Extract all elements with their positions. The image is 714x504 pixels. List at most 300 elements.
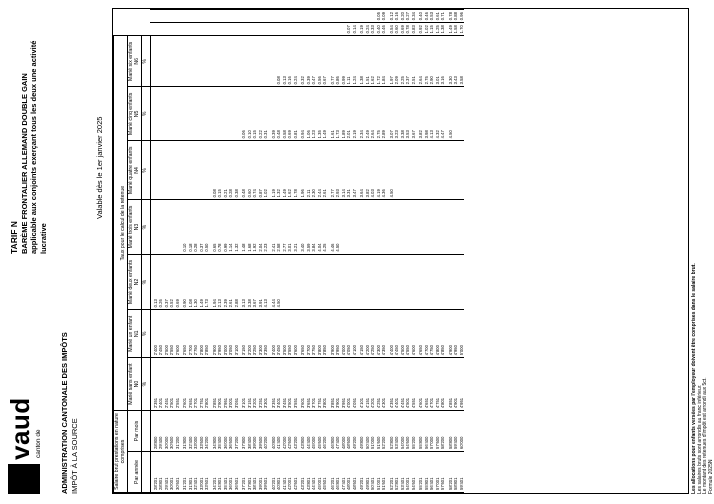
- table-cell: 1.32: [234, 200, 240, 254]
- table-cell: 0.54: [387, 23, 395, 36]
- table-cell: 42'600: [287, 411, 293, 452]
- table-cell: 43'200: [293, 411, 299, 452]
- table-cell: 36'601: [234, 452, 240, 493]
- table-cell: 0.31: [263, 87, 269, 141]
- table-row: [210, 10, 218, 493]
- table-cell: 42'601: [293, 452, 299, 493]
- table-cell: 51'601: [381, 452, 387, 493]
- table-cell: 3'550: [287, 310, 293, 358]
- table-cell: 0.67: [322, 36, 328, 87]
- tarif-subtitle: applicable aux conjoints exerçant tous les deux une activité lucrative: [29, 40, 48, 254]
- table-cell: 3'701: [311, 358, 317, 411]
- table-cell: 3'951: [341, 358, 347, 411]
- table-cell: 40'200: [263, 411, 269, 452]
- table-cell: 34'201: [210, 452, 218, 493]
- table-cell: 1.35: [317, 87, 323, 141]
- table-cell: 0.46: [424, 10, 430, 23]
- table-cell: 58'200: [440, 411, 446, 452]
- table-cell: 3'700: [306, 310, 312, 358]
- table-cell: 3'451: [282, 358, 288, 411]
- table-cell: [446, 200, 454, 254]
- table-cell: 4'801: [440, 358, 446, 411]
- table-cell: 2'351: [150, 358, 158, 411]
- table-cell: 1.62: [370, 36, 376, 87]
- table-cell: 0.21: [223, 141, 229, 200]
- table-cell: 4'550: [405, 310, 411, 358]
- table-cell: 3.84: [311, 200, 317, 254]
- table-cell: 0.15: [252, 87, 258, 141]
- table-cell: 3.38: [247, 254, 253, 310]
- table-cell: 1.24: [352, 36, 358, 87]
- table-cell: 31'200: [175, 411, 181, 452]
- table-cell: [328, 23, 336, 36]
- table-cell: 0.10: [180, 200, 188, 254]
- valid-from: Valable dès le 1er janvier 2025: [95, 116, 104, 219]
- table-cell: 0.96: [459, 10, 465, 23]
- table-cell: 4'700: [424, 310, 430, 358]
- table-cell: 3'400: [269, 310, 277, 358]
- table-row: [150, 10, 158, 493]
- col-header-n1: Marié un enfant N1: [128, 310, 142, 358]
- table-cell: 41'401: [282, 452, 288, 493]
- table-cell: 1.06: [306, 87, 312, 141]
- table-cell: 0.20: [400, 10, 406, 23]
- table-cell: 56'400: [424, 411, 430, 452]
- pct-unit: %: [142, 141, 151, 200]
- table-cell: 34'801: [217, 452, 223, 493]
- table-cell: 43'201: [298, 452, 306, 493]
- table-cell: 4'650: [416, 310, 424, 358]
- table-cell: [210, 87, 218, 141]
- table-cell: 1.72: [376, 36, 382, 87]
- table-cell: 1.92: [252, 200, 258, 254]
- table-cell: 4'450: [394, 310, 400, 358]
- table-cell: 2.61: [228, 254, 234, 310]
- table-cell: 4'201: [370, 358, 376, 411]
- rates-table: [113, 9, 464, 493]
- table-cell: 48'600: [346, 411, 352, 452]
- table-cell: 2'400: [150, 310, 158, 358]
- vaud-shield-icon: [8, 464, 40, 494]
- table-cell: [459, 87, 465, 141]
- table-cell: 3'501: [287, 358, 293, 411]
- table-cell: 0.48: [239, 141, 247, 200]
- table-cell: 3.47: [352, 141, 358, 200]
- table-cell: 1.61: [328, 87, 336, 141]
- table-cell: 0.99: [341, 36, 347, 87]
- table-cell: 2'401: [158, 358, 164, 411]
- table-cell: [239, 23, 247, 36]
- table-cell: 3'801: [322, 358, 328, 411]
- table-cell: [269, 10, 277, 23]
- table-cell: [298, 254, 306, 310]
- table-cell: 1.23: [311, 87, 317, 141]
- tarif-header: [10, 39, 48, 254]
- table-cell: 0.61: [435, 10, 441, 23]
- table-cell: 34'800: [210, 411, 218, 452]
- table-cell: 3'800: [317, 310, 323, 358]
- table-cell: 4'800: [435, 310, 441, 358]
- table-cell: 38'401: [252, 452, 258, 493]
- table-cell: 3'051: [234, 358, 240, 411]
- tarif-title: BARÈME FRONTALIER ALLEMAND DOUBLE GAIN: [19, 73, 29, 254]
- table-cell: 51'600: [376, 411, 382, 452]
- table-cell: 2.44: [317, 141, 323, 200]
- table-cell: 54'000: [400, 411, 406, 452]
- table-cell: 4'351: [387, 358, 395, 411]
- pct-unit: %: [142, 358, 151, 411]
- table-cell: 56'401: [429, 452, 435, 493]
- table-cell: [150, 23, 158, 36]
- table-cell: 45'001: [317, 452, 323, 493]
- table-cell: 40'201: [269, 452, 277, 493]
- table-cell: 48'601: [352, 452, 358, 493]
- table-cell: 4'001: [346, 358, 352, 411]
- table-cell: 0.71: [440, 10, 446, 23]
- table-cell: 54'601: [411, 452, 417, 493]
- table-cell: 3.67: [252, 254, 258, 310]
- table-cell: [239, 10, 247, 23]
- table-cell: 2'801: [204, 358, 210, 411]
- table-cell: 50'400: [365, 411, 371, 452]
- table-cell: 2'751: [199, 358, 205, 411]
- table-cell: 2'600: [175, 310, 181, 358]
- table-cell: 4.36: [381, 141, 387, 200]
- table-cell: 4'601: [416, 358, 424, 411]
- table-cell: 2.09: [394, 36, 400, 87]
- table-cell: 2.01: [346, 87, 352, 141]
- table-cell: 36'001: [228, 452, 234, 493]
- table-cell: 3.67: [411, 87, 417, 141]
- table-cell: 0.16: [394, 10, 400, 23]
- table-cell: 0.77: [328, 36, 336, 87]
- table-cell: 54'001: [405, 452, 411, 493]
- table-cell: [269, 36, 277, 87]
- table-cell: 30'601: [175, 452, 181, 493]
- table-cell: 4'451: [400, 358, 406, 411]
- table-cell: 2.04: [258, 200, 264, 254]
- table-cell: [210, 10, 218, 23]
- table-cell: 2.23: [263, 200, 269, 254]
- table-cell: 0.08: [276, 36, 282, 87]
- table-cell: 3.91: [258, 254, 264, 310]
- table-cell: [357, 10, 365, 23]
- table-cell: 30'000: [164, 411, 170, 452]
- table-cell: 0.32: [298, 36, 306, 87]
- table-cell: 1.62: [287, 141, 293, 200]
- table-cell: [328, 254, 336, 310]
- table-cell: 46'800: [328, 411, 336, 452]
- table-cell: 43'801: [306, 452, 312, 493]
- table-cell: 1.51: [365, 36, 371, 87]
- table-cell: 0.13: [282, 36, 288, 87]
- table-cell: 49'200: [352, 411, 358, 452]
- table-cell: 4'851: [446, 358, 454, 411]
- table-cell: 0.19: [357, 23, 365, 36]
- table-cell: 45'000: [311, 411, 317, 452]
- table-cell: 4'301: [381, 358, 387, 411]
- table-cell: 2.13: [217, 254, 223, 310]
- table-cell: 40'801: [276, 452, 282, 493]
- table-cell: 1.94: [210, 254, 218, 310]
- table-cell: 57'000: [429, 411, 435, 452]
- table-cell: 60'000: [459, 411, 465, 452]
- table-cell: [180, 87, 188, 141]
- table-cell: 0.65: [210, 200, 218, 254]
- footer-line3: Le montant des retenues d'impôt est arrondi aux 5ct.: [702, 377, 709, 494]
- table-cell: 4'900: [446, 310, 454, 358]
- table-cell: 4'600: [411, 310, 417, 358]
- table-cell: 1.15: [429, 23, 435, 36]
- table-cell: 33'601: [204, 452, 210, 493]
- table-cell: 4.50: [446, 87, 454, 141]
- table-cell: 35'401: [223, 452, 229, 493]
- table-cell: 3.40: [298, 200, 306, 254]
- table-cell: [459, 254, 465, 310]
- table-cell: 4.13: [429, 87, 435, 141]
- table-cell: 4'050: [346, 310, 352, 358]
- table-cell: 3'200: [247, 310, 253, 358]
- table-cell: 3'750: [311, 310, 317, 358]
- table-cell: 52'201: [387, 452, 395, 493]
- table-cell: 2'900: [210, 310, 218, 358]
- table-cell: 0.48: [276, 87, 282, 141]
- table-cell: 3.23: [394, 87, 400, 141]
- table-cell: 3'401: [276, 358, 282, 411]
- table-cell: 58'800: [446, 411, 454, 452]
- table-cell: 3.64: [357, 141, 365, 200]
- table-cell: 44'400: [306, 411, 312, 452]
- administration-header: [60, 332, 80, 494]
- table-cell: 1.49: [446, 23, 454, 36]
- table-cell: 39'000: [252, 411, 258, 452]
- table-cell: [298, 10, 306, 23]
- table-cell: 52'200: [381, 411, 387, 452]
- table-cell: 3'000: [223, 310, 229, 358]
- table-cell: 47'400: [335, 411, 341, 452]
- table-cell: 4'750: [429, 310, 435, 358]
- table-cell: 1.38: [440, 23, 446, 36]
- table-cell: 37'800: [239, 411, 247, 452]
- table-cell: 0.39: [306, 36, 312, 87]
- table-cell: 4.47: [440, 87, 446, 141]
- table-cell: 36'000: [223, 411, 229, 452]
- table-cell: [459, 200, 465, 254]
- table-cell: 1.02: [263, 141, 269, 200]
- table-cell: 0.78: [217, 200, 223, 254]
- table-row: [416, 10, 424, 493]
- table-cell: 45'601: [322, 452, 328, 493]
- table-cell: 39'001: [258, 452, 264, 493]
- table-cell: 4'250: [370, 310, 376, 358]
- table-cell: 4'501: [405, 358, 411, 411]
- table-cell: 0.78: [405, 23, 411, 36]
- table-cell: 2.88: [234, 254, 240, 310]
- table-row: [459, 10, 465, 493]
- admin-line1: ADMINISTRATION CANTONALE DES IMPÔTS: [60, 332, 69, 494]
- table-cell: 2.64: [370, 87, 376, 141]
- logo-text: vaud: [5, 397, 35, 460]
- table-cell: 0.28: [228, 141, 234, 200]
- table-cell: 31'800: [180, 411, 188, 452]
- footer-line2: Les salaires bruts sont arrondis au franc inférieur.: [696, 384, 703, 494]
- table-cell: 2'551: [175, 358, 181, 411]
- table-cell: 3'950: [335, 310, 341, 358]
- table-cell: 1.89: [341, 87, 347, 141]
- table-cell: 3'900: [328, 310, 336, 358]
- table-cell: 0.28: [193, 200, 199, 254]
- table-cell: 32'401: [193, 452, 199, 493]
- table-cell: 37'801: [247, 452, 253, 493]
- table-cell: 4'950: [453, 310, 459, 358]
- rates-table-body: [150, 10, 464, 493]
- table-cell: 40'800: [269, 411, 277, 452]
- logo-subtext: canton de: [35, 429, 42, 458]
- table-cell: [180, 36, 188, 87]
- table-cell: 0.16: [287, 36, 293, 87]
- table-cell: [210, 36, 218, 87]
- table-cell: 28'801: [158, 452, 164, 493]
- table-cell: 1.38: [357, 36, 365, 87]
- table-cell: 1.96: [298, 141, 306, 200]
- table-cell: 2'550: [169, 310, 175, 358]
- table-cell: 3'250: [252, 310, 258, 358]
- table-cell: [150, 200, 158, 254]
- table-cell: 0.58: [282, 87, 288, 141]
- table-cell: [446, 254, 454, 310]
- table-cell: 3'500: [282, 310, 288, 358]
- table-cell: 35'400: [217, 411, 223, 452]
- table-cell: [459, 141, 465, 200]
- col-header-n0: Marié sans enfant N0: [128, 358, 142, 411]
- table-cell: [298, 23, 306, 36]
- table-cell: 38'400: [247, 411, 253, 452]
- table-cell: 2.30: [311, 141, 317, 200]
- table-cell: 1.19: [269, 141, 277, 200]
- table-cell: 0.26: [158, 254, 164, 310]
- table-cell: 3'100: [234, 310, 240, 358]
- table-cell: 1.49: [199, 254, 205, 310]
- table-cell: 0.37: [199, 200, 205, 254]
- table-cell: 39'600: [258, 411, 264, 452]
- table-cell: 4'251: [376, 358, 382, 411]
- table-row: [180, 10, 188, 493]
- table-cell: 1.84: [381, 36, 387, 87]
- table-cell: [387, 254, 395, 310]
- col-header-n6: Marié six enfants N6: [128, 36, 142, 87]
- table-cell: 3.21: [293, 200, 299, 254]
- table-cell: 4.19: [376, 141, 382, 200]
- table-cell: 0.78: [446, 10, 454, 23]
- table-cell: 0.39: [269, 87, 277, 141]
- table-cell: 0.15: [217, 141, 223, 200]
- table-cell: 2'800: [199, 310, 205, 358]
- table-cell: 52'800: [387, 411, 395, 452]
- table-cell: 3.82: [365, 141, 371, 200]
- table-row: [446, 10, 454, 493]
- table-cell: 3.07: [387, 87, 395, 141]
- table-cell: [269, 23, 277, 36]
- table-cell: 49'801: [365, 452, 371, 493]
- table-cell: 30'001: [169, 452, 175, 493]
- table-cell: 0.12: [387, 10, 395, 23]
- table-cell: 3'351: [269, 358, 277, 411]
- table-cell: 3'350: [263, 310, 269, 358]
- table-cell: 4'701: [429, 358, 435, 411]
- table-cell: 0.14: [352, 23, 358, 36]
- table-cell: [416, 141, 424, 200]
- table-cell: 0.99: [223, 200, 229, 254]
- table-cell: 4'500: [400, 310, 406, 358]
- table-cell: 34'200: [204, 411, 210, 452]
- table-cell: 46'201: [328, 452, 336, 493]
- table-cell: 2.49: [365, 87, 371, 141]
- table-cell: 1.08: [188, 254, 194, 310]
- table-cell: 3.43: [453, 36, 459, 87]
- table-cell: [416, 254, 424, 310]
- table-cell: 1.70: [459, 23, 465, 36]
- table-row: [269, 10, 277, 493]
- table-cell: 0.53: [429, 10, 435, 23]
- year-header: Par année: [128, 452, 142, 493]
- table-cell: 1.78: [293, 141, 299, 200]
- table-cell: 50'401: [370, 452, 376, 493]
- pct-blank-2: [142, 411, 151, 452]
- table-cell: 2'951: [223, 358, 229, 411]
- table-cell: 4'850: [440, 310, 446, 358]
- table-row: [239, 10, 247, 493]
- table-cell: 4.50: [335, 200, 341, 254]
- pct-unit: %: [142, 310, 151, 358]
- table-cell: 0.38: [234, 141, 240, 200]
- table-cell: [150, 141, 158, 200]
- pct-unit: %: [142, 87, 151, 141]
- pct-blank-1: [142, 452, 151, 493]
- table-cell: 54'600: [405, 411, 411, 452]
- table-cell: 0.87: [258, 141, 264, 200]
- table-cell: 4.46: [328, 200, 336, 254]
- table-cell: 4'400: [387, 310, 395, 358]
- table-cell: 2'451: [164, 358, 170, 411]
- table-cell: 2.41: [269, 200, 277, 254]
- table-cell: 1.58: [453, 23, 459, 36]
- table-cell: 1.30: [193, 254, 199, 310]
- table-cell: 3.31: [346, 141, 352, 200]
- pct-unit: %: [142, 200, 151, 254]
- table-cell: 33'001: [199, 452, 205, 493]
- table-cell: 0.69: [400, 23, 406, 36]
- table-cell: 2.37: [405, 36, 411, 87]
- table-cell: 0.88: [453, 10, 459, 23]
- table-cell: 4'651: [424, 358, 430, 411]
- table-cell: 2.75: [376, 87, 382, 141]
- table-cell: 31'801: [188, 452, 194, 493]
- table-cell: 51'000: [370, 411, 376, 452]
- pct-unit: %: [142, 36, 151, 87]
- table-cell: 0.07: [346, 23, 352, 36]
- table-cell: 57'601: [440, 452, 446, 493]
- table-cell: 2'500: [164, 310, 170, 358]
- table-cell: 2.61: [322, 141, 328, 200]
- table-cell: 2'601: [180, 358, 188, 411]
- table-cell: 55'801: [424, 452, 430, 493]
- table-cell: 4'150: [357, 310, 365, 358]
- table-cell: [446, 141, 454, 200]
- table-cell: 3.59: [306, 200, 312, 254]
- canton-logo: [5, 397, 44, 494]
- table-cell: [328, 10, 336, 23]
- table-cell: 1.02: [424, 23, 430, 36]
